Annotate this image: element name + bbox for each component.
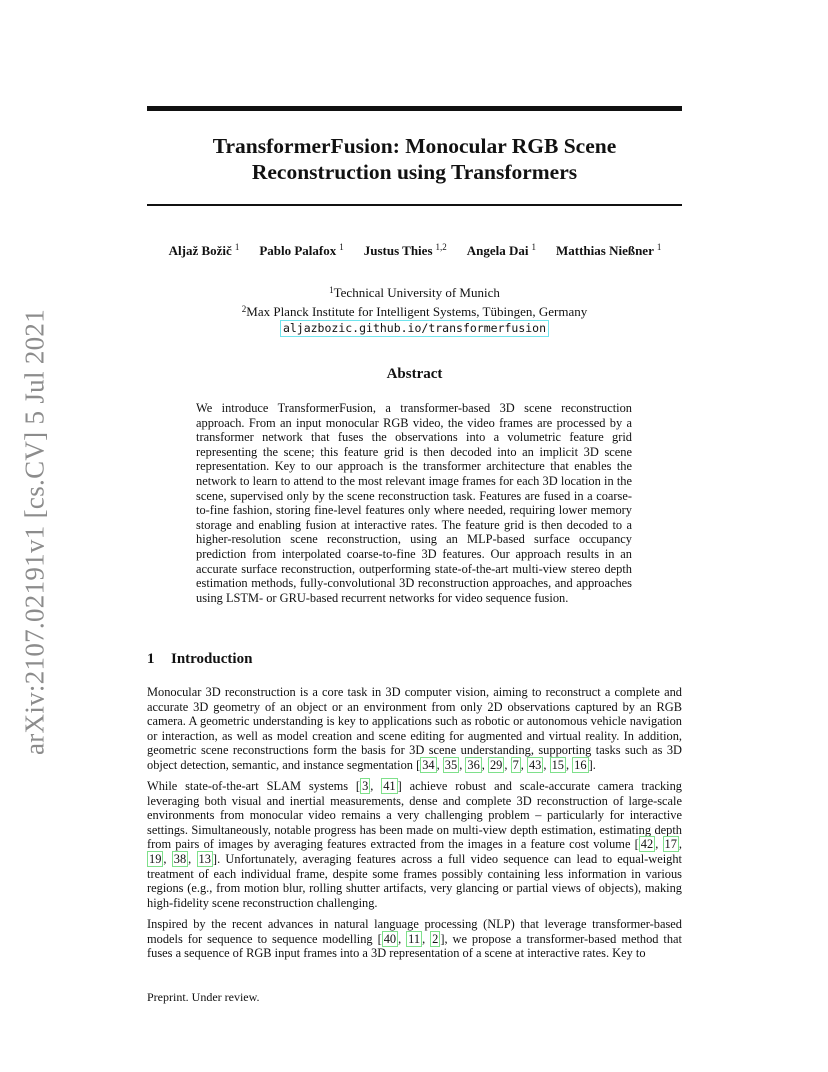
introduction-body bbox=[147, 685, 682, 967]
affiliations bbox=[147, 282, 682, 337]
citation-link[interactable]: 34 bbox=[422, 757, 435, 772]
author: Justus Thies $^{1,2}$ bbox=[363, 242, 447, 258]
citation-link[interactable]: 15 bbox=[551, 757, 564, 772]
paragraph: While state-of-the-art SLAM systems [ 3 , 41 ] achieve robust and scale-accurate camera tracking leveraging both visual and inertial measurements, dense and complete 3D reconstruction of large-scale environments from monocular video remains a very challenging problem – particularly for interactive settings. Simultaneously, notable progress has been made on multi-view depth estimation, estimating depth from pairs of images by averaging features extracted from the images in a feature cost volume [ 42 , 17 , 19 , 38 , 13 ]. Unfortunately, averaging features across a full video sequence can lead to equal-weight treatment of each individual frame, despite some frames possibly containing less information in various regions (e.g., from motion blur, rolling shutter artifacts, very glancing or partial views of objects), making high-fidelity scene reconstruction challenging. bbox=[147, 779, 683, 910]
section-title: Introduction bbox=[171, 651, 253, 667]
citation-link[interactable]: 29 bbox=[489, 757, 503, 772]
citation-link[interactable]: 2 bbox=[432, 931, 439, 946]
citation-link[interactable]: 13 bbox=[198, 852, 211, 867]
citation-link[interactable]: 35 bbox=[444, 757, 458, 772]
citation-link[interactable]: 36 bbox=[467, 757, 480, 772]
affiliation: $^1$Technical University of Munich bbox=[329, 285, 500, 300]
section-number: 1 bbox=[147, 651, 155, 667]
citation-link[interactable]: 41 bbox=[383, 779, 396, 794]
title-top-rule bbox=[147, 106, 682, 111]
citation-link[interactable]: 17 bbox=[664, 837, 677, 852]
title-line-2: Reconstruction using Transformers bbox=[251, 160, 578, 184]
author: Angela Dai $^1$ bbox=[466, 242, 536, 258]
author: Pablo Palafox $^1$ bbox=[259, 242, 344, 258]
paragraph: Monocular 3D reconstruction is a core task in 3D computer vision, aiming to reconstruct a complete and accurate 3D geometry of an object or an environment from only 2D observations captured by an RGB camera. A geometric understanding is key to applications such as robotic or autonomous vehicle navigation or interaction, as well as model creation and scene editing for augmented and virtual reality. In addition, geometric scene reconstructions form the basis for 3D scene understanding, supporting tasks such as 3D object detection, semantic, and instance segmentation [ 34 , 35 , 36 , 29 , 7 , 43 , 15 , 16 ]. bbox=[147, 685, 682, 772]
citation-link[interactable]: 7 bbox=[512, 757, 519, 772]
citation-link[interactable]: 38 bbox=[173, 852, 187, 867]
arxiv-identifier: arXiv:2107.02191v1 [cs.CV] 5 Jul 2021 bbox=[19, 308, 50, 756]
abstract-heading: Abstract bbox=[386, 366, 443, 382]
author: Aljaž Božič $^1$ bbox=[168, 242, 240, 258]
section-heading bbox=[147, 651, 252, 668]
citation-link[interactable]: 40 bbox=[383, 931, 397, 946]
project-url-link[interactable]: aljazbozic.github.io/transformerfusion bbox=[280, 320, 549, 337]
citation-link[interactable]: 11 bbox=[408, 931, 421, 946]
title-line-1: TransformerFusion: Monocular RGB Scene bbox=[212, 134, 617, 158]
citation-link[interactable]: 19 bbox=[149, 852, 162, 867]
paragraph: Inspired by the recent advances in natural language processing (NLP) that leverage transformer-based models for sequence to sequence modelling [ 40 , 11 , 2 ], we propose a transformer-based method that fuses a sequence of RGB input frames into a 3D representation of a scene at interactive rates. Key to bbox=[147, 916, 682, 961]
author: Matthias Nießner $^1$ bbox=[556, 242, 662, 258]
author-list bbox=[140, 242, 690, 259]
affiliation: $^2$Max Planck Institute for Intelligent Systems, Tübingen, Germany bbox=[241, 304, 588, 319]
arxiv-side-stamp bbox=[18, 302, 52, 762]
citation-link[interactable]: 42 bbox=[640, 837, 654, 852]
title-bottom-rule bbox=[147, 204, 682, 206]
paper-title bbox=[147, 133, 682, 185]
citation-link[interactable]: 16 bbox=[574, 757, 587, 772]
citation-link[interactable]: 3 bbox=[362, 779, 369, 794]
footer-note: Preprint. Under review. bbox=[147, 990, 260, 1004]
abstract-text: We introduce TransformerFusion, a transformer-based 3D scene reconstruction approach. From an input monocular RGB video, the video frames are processed by a transformer network that fuses the observations into a volumetric feature grid representing the scene; this feature grid is then decoded into an implicit 3D scene representation. Key to our approach is the transformer architecture that enables the network to learn to attend to the most relevant image frames for each 3D location in the scene, supervised only by the scene reconstruction task. Features are fused in a coarse-to-fine fashion, storing fine-level features only where needed, requiring lower memory storage and enabling fusion at interactive rates. The feature grid is then decoded to a higher-resolution scene reconstruction, using an MLP-based surface occupancy prediction from interpolated coarse-to-fine 3D features. Our approach results in an accurate surface reconstruction, outperforming state-of-the-art multi-view stereo depth estimation methods, fully-convolutional 3D reconstruction approaches, and approaches using LSTM- or GRU-based recurrent networks for video sequence fusion. bbox=[196, 401, 632, 605]
citation-link[interactable]: 43 bbox=[528, 757, 542, 772]
